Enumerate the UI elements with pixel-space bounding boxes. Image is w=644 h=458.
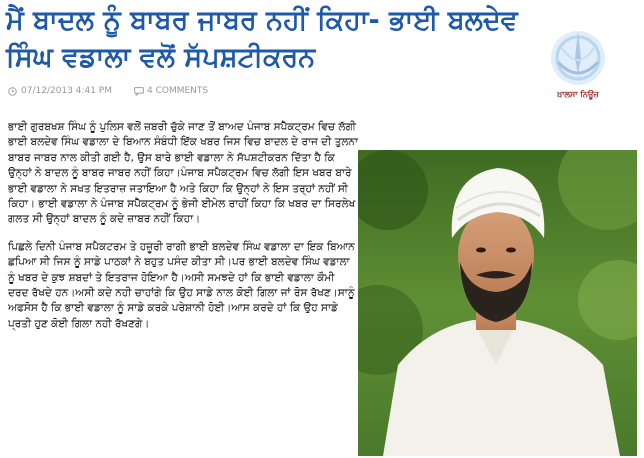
site-logo[interactable] [538, 28, 618, 108]
article-photo [358, 150, 637, 456]
comments-link[interactable]: 4 COMMENTS [147, 86, 209, 96]
clock-icon [8, 87, 17, 96]
logo-text: ਖ਼ਾਲਸਾ ਨਿਊਜ਼ [557, 90, 599, 99]
article-paragraph-1: ਭਾਈ ਗੁਰਬਖਸ਼ ਸਿੰਘ ਨੂੰ ਪੁਲਿਸ ਵਲੋਂ ਜ਼ਬਰੀ ਚੁੱਕੇ ਜਾਣ ਤੋਂ ਬਾਅਦ ਪੰਜਾਬ ਸਪੈੱਕਟ੍ਰਮ ਵਿਚ ਲੱਗੀ ਭਾਈ ਬਲਦੇਵ ਸਿੰਘ ਵਡਾਲਾ ਦੇ ਬਿਆਨ ਸੰਬੰਧੀ ਇੱਕ ਖਬਰ ਜਿਸ ਵਿਚ ਬਾਦਲ ਦੇ ਰਾਜ ਦੀ ਤੁਲਨਾ ਬਾਬਰ ਜਾਬਰ ਨਾਲ ਕੀਤੀ ਗਈ ਹੈ, ਉਸ ਬਾਰੇ ਭਾਈ ਵਡਾਲਾ ਨੇ ਸੱਪਸ਼ਟੀਕਰਨ ਦਿੱਤਾ ਹੈ ਕਿ ਉਨ੍ਹਾਂ ਨੇ ਬਾਦਲ ਨੂੰ ਬਾਬਰ ਜਾਬਰ ਨਹੀਂ ਕਿਹਾ।ਪੰਜਾਬ ਸਪੈਕਟ੍ਰਮ ਵਿਚ ਲੱਗੀ ਇਸ ਖਬਰ ਬਾਰੇ ਭਾਈ ਵਡਾਲਾ ਨੇ ਸਖਤ ਇਤਰਾਜ਼ ਜਤਾਇਆ ਹੈ ਅਤੇ ਕਿਹਾ ਕਿ ਉਨ੍ਹਾਂ ਨੇ ਇਸ ਤਰ੍ਹਾਂ ਨਹੀਂ ਸੀ ਕਿਹਾ। ਭਾਈ ਵਡਾਲਾ ਨੇ ਪੰਜਾਬ ਸਪੈੱਕਟ੍ਰਮ ਨੂੰ ਭੇਜੀ ਈਮੇਲ ਰਾਹੀਂ ਕਿਹਾ ਕਿ ਖਬਰ ਦਾ ਸਿਰਲੇਖ ਗਲਤ ਸੀ ਉਨ੍ਹਾਂ ਬਾਦਲ ਨੂੰ ਕਦੇ ਜ਼ਾਬਰ ਨਹੀਂ ਕਿਹਾ। [8, 121, 358, 226]
article-paragraph-2: ਪਿਛਲੇ ਦਿਨੀ ਪੰਜਾਬ ਸਪੈਕਟਰਮ ਤੇ ਹਜ਼ੂਰੀ ਰਾਗੀ ਭਾਈ ਬਲਦੇਵ ਸਿੰਘ ਵਡਾਲਾ ਦਾ ਇਕ ਬਿਆਨ ਛਪਿਆ ਸੀ ਜਿਸ ਨੂੰ ਸਾਡੇ ਪਾਠਕਾਂ ਨੇ ਬਹੁਤ ਪਸੰਦ ਕੀਤਾ ਸੀ।ਪਰ ਭਾਈ ਬਲਦੇਵ ਸਿੰਘ ਵਡਾਲਾ ਨੂੰ ਖਬਰ ਦੇ ਕੁਝ ਸ਼ਬਦਾਂ ਤੇ ਇਤਰਾਜ ਹੋਇਆ ਹੈ।ਅਸੀ ਸਮਝਦੇ ਹਾਂ ਕਿ ਭਾਈ ਵਡਾਲਾ ਕੌਮੀ ਦਰਦ ਰੱਖਦੇ ਹਨ।ਅਸੀ ਕਦੇ ਨਹੀ ਚਾਹਾਂਗੇ ਕਿ ਉਹ ਸਾਡੇ ਨਾਲ ਕੋਈ ਗਿਲਾ ਜਾਂ ਰੋਸ ਰੱਖਣ।ਸਾਨੂੰ ਅਫਸੋਸ ਹੈ ਕਿ ਭਾਈ ਵਡਾਲਾ ਨੂੰ ਸਾਡੇ ਕਰਕੇ ਪਰੇਸ਼ਾਨੀ ਹੋਈ।ਆਸ ਕਰਦੇ ਹਾਂ ਕਿ ਉਹ ਸਾਡੇ ਪ੍ਰਤੀ ਹੁਣ ਕੋਈ ਗਿਲਾ ਨਹੀ ਰੱਖਣਗੇ। [8, 240, 355, 330]
post-meta [8, 86, 208, 96]
comment-icon[interactable] [134, 87, 143, 96]
article-title[interactable]: ਮੈਂ ਬਾਦਲ ਨੂੰ ਬਾਬਰ ਜਾਬਰ ਨਹੀਂ ਕਿਹਾ- ਭਾਈ ਬਲਦੇਵ ਸਿੰਘ ਵਡਾਲਾ ਵਲੋਂ ਸੱਪਸ਼ਟੀਕਰਨ [6, 5, 518, 73]
post-date: 07/12/2013 4:41 PM [21, 86, 112, 96]
article-body [8, 120, 358, 344]
